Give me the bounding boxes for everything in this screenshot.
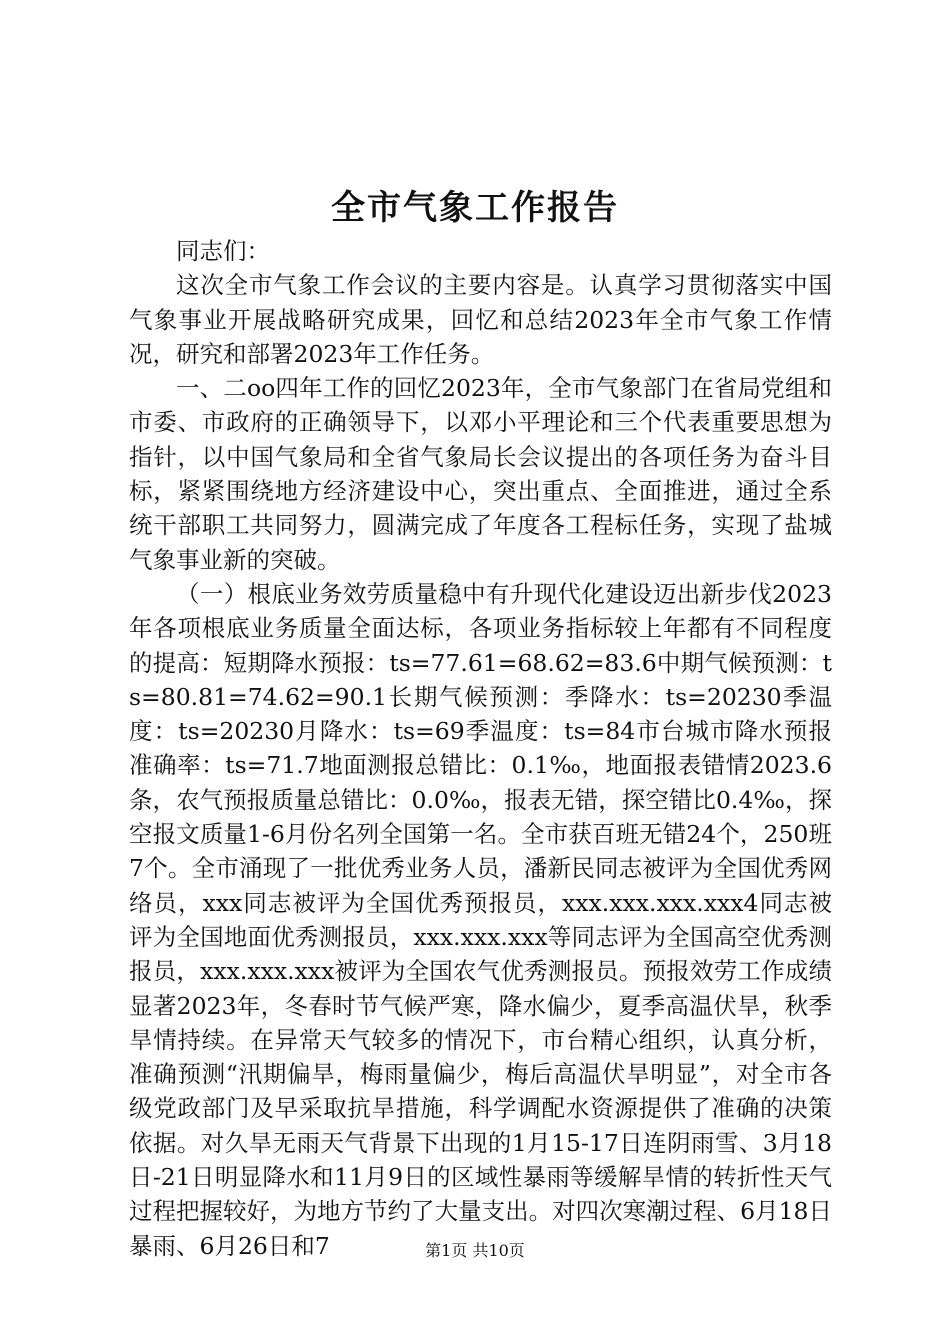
page-number: 第1页 共10页 — [425, 1241, 525, 1260]
paragraph-section-one: （一）根底业务效劳质量稳中有升现代化建设迈出新步伐2023年各项根底业务质量全面达标，各项业务指标较上年都有不同程度的提高：短期降水预报：ts=77.61=68.62=83.6中期气候预测：ts=80.81=74.62=90.1长期气候预测：季降水：ts=20230季温度：ts=20230月降水：ts=69季温度：ts=84市台城市降水预报准确率：ts=71.7地面测报总错比：0.1‰，地面报表错情2023.6条，农气预报质量总错比：0.0‰，报表无错，探空错比0.4‰，探空报文质量1-6月份名列全国第一名。全市获百班无错24个，250班7个。全市涌现了一批优秀业务人员，潘新民同志被评为全国优秀网络员，xxx同志被评为全国优秀预报员，xxx.xxx.xxx.xxx4同志被评为全国地面优秀测报员，xxx.xxx.xxx等同志评为全国高空优秀测报员，xxx.xxx.xxx被评为全国农气优秀测报员。预报效劳工作成绩显著2023年，冬春时节气候严寒，降水偏少，夏季高温伏旱，秋季旱情持续。在异常天气较多的情况下，市台精心组织，认真分析，准确预测“汛期偏旱，梅雨量偏少，梅后高温伏旱明显”，对全市各级党政部门及早采取抗旱措施，科学调配水资源提供了准确的决策依据。对久旱无雨天气背景下出现的1月15-17日连阴雨雪、3月18日-21日明显降水和11月9日的区域性暴雨等缓解旱情的转折性天气过程把握较好，为地方节约了大量支出。对四次寒潮过程、6月18日暴雨、6月26日和7 — [129, 579, 832, 1260]
paragraph-review: 一、二oo四年工作的回忆2023年，全市气象部门在省局党组和市委、市政府的正确领导下，以邓小平理论和三个代表重要思想为指针，以中国气象局和全省气象局长会议提出的各项任务为奋斗目标，紧紧围绕地方经济建设中心，突出重点、全面推进，通过全系统干部职工共同努力，圆满完成了年度各工程标任务，实现了盐城气象事业新的突破。 — [129, 374, 832, 574]
greeting: 同志们： — [176, 237, 270, 265]
document-body — [129, 234, 832, 1263]
paragraph-intro: 这次全市气象工作会议的主要内容是。认真学习贯彻落实中国气象事业开展战略研究成果，回忆和总结2023年全市气象工作情况，研究和部署2023年工作任务。 — [129, 271, 832, 368]
document-title: 全市气象工作报告 — [331, 188, 619, 228]
page-footer — [0, 1240, 950, 1262]
